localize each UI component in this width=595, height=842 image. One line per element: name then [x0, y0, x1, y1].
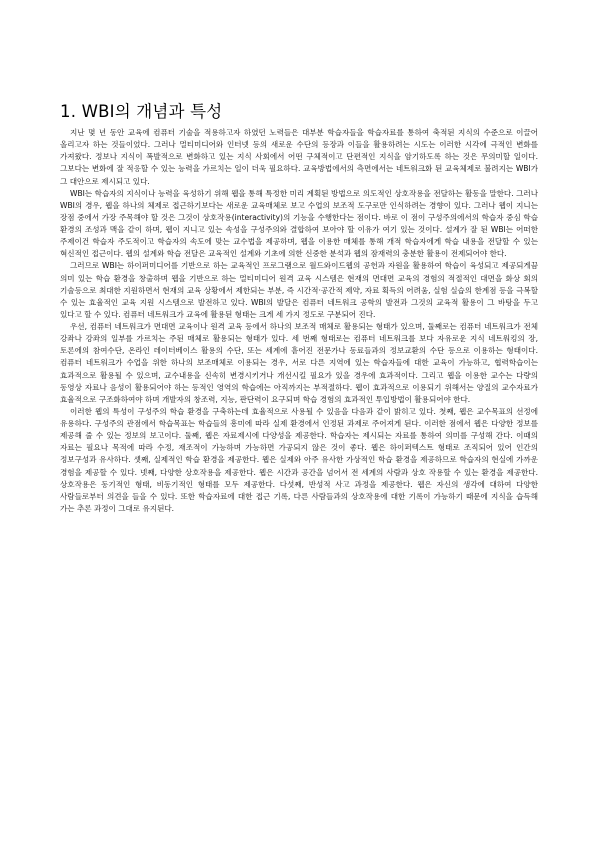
paragraph-3: 그러므로 WBI는 하이퍼미디어를 기반으로 하는 교육적인 프로그램으로 월드와이드웹의 공헌과 자원을 활용하여 학습이 육성되고 제공되게끔 의미 있는 학습 환경을 창출하며 웹을 기반으로 하는 멀티미디어 원격 교육 시스템은 현재의 면대면 교육의 경험의 적절적인 대면을 화상 회의 기술등으로 최대한 지원하면서 현재의 교육 상황에서 제한되는 부분, 즉 시간적·공간적 제약, 자료 획득의 어려움, 실험 실습의 한계점 등을 극복할 수 있는 효율적인 교육 지원 시스템으로 발전하고 있다. WBI의 발달은 컴퓨터 네트워크 공학의 발전과 그것의 교육적 활용이 그 바탕을 두고 있다고 할 수 있다. 컴퓨터 네트워크가 교육에 활용된 형태는 크게 세 가지 정도로 구분되어 진다.: [60, 261, 538, 319]
paragraph-4: 우선, 컴퓨터 네트워크가 면대면 교육이나 원격 교육 등에서 하나의 보조적 매체로 활용되는 형태가 있으며, 둘째로는 컴퓨터 네트워크가 전체 강좌나 강좌의 일부를 가르치는 주된 매체로 활용되는 형태가 있다. 세 번째 형태로는 컴퓨터 네트워크를 보다 자유로운 지식 네트워킹의 장, 토론에의 참여수단, 온라인 데이터베이스 활용의 수단, 또는 세계에 흩어진 전문가나 동료들과의 정보교환의 수단 등으로 이용하는 형태이다. 컴퓨터 네트워크가 수업을 위한 하나의 보조매체로 이용되는 경우, 서로 다른 지역에 있는 학습자들에 대한 교육이 가능하고, 협력학습이는 효과적으로 활용될 수 있으며, 교수내용을 신속히 변경시키거나 개선시킬 필요가 있을 경우에 효과적이다. 그리고 웹을 이용한 교수는 다량의 동영상 자료나 음성이 활용되어야 하는 등적인 영역의 학습에는 아직까지는 부적절하다. 웹이 효과적으로 이용되기 위해서는 양질의 교수자료가 효율적으로 구조화하여야 하며 개발자의 창조력, 지능, 판단력이 요구되며 학습 경험의 효과적인 투입방법이 활용되어야 한다.: [60, 322, 538, 404]
paragraph-1: 지난 몇 년 동안 교육에 컴퓨터 기술을 적용하고자 하였던 노력들은 대부분 학습자들을 학습자료를 통하여 축적된 지식의 수준으로 이끌어 올리고자 하는 것들이었다. 그러나 멀티미디어와 인터넷 등의 새로운 수단의 등장과 이들을 활용하려는 시도는 이러한 시각에 극적인 변화를 가져왔다. 정보나 지식이 폭발적으로 변화하고 있는 지식 사회에서 어떤 구체적이고 단편적인 지식을 암기하도록 하는 것은 무의미할 일이다. 그보다는 변화에 잘 적응할 수 있는 능력을 가르치는 일이 더욱 필요하다. 교육방법에서의 측면에서는 네트워크화 된 교육체제로 불려지는 WBI가 그 대안으로 제시되고 있다.: [60, 128, 538, 186]
paragraph-2: WBI는 학습자의 지식이나 능력을 육성하기 위해 웹을 통해 특정한 미리 계획된 방법으로 의도적인 상호작용을 전달하는 활동을 말한다. 그러나 WBI의 경우, 웹을 하나의 체제로 접근하기보다는 새로운 교육매체로 보고 수업의 보조적 도구로만 인식하려는 경향이 있다. 그러나 웹이 지니는 장점 중에서 가장 주목해야 할 것은 그것이 상호작용(interactivity)의 기능을 수행한다는 점이다. 바로 이 점이 구성주의에서의 학습자 중심 학습 환경의 조성과 맥을 같이 하며, 웹이 지니고 있는 속성을 구성주의와 결합하여 보아야 할 이유가 여기 있는 것이다. 설계가 잘 된 WBI는 어떠한 주제이건 학습자 주도적이고 학습자의 속도에 맞는 교수법을 제공하며, 웹을 이용한 매체를 통해 개적 학습자에게 학습 내용을 전달할 수 있는 혁신적인 접근이다. 웹의 설계와 학습 전달은 교육적인 설계와 기초에 의한 신중한 분석과 웹의 잠재력의 충분한 활용이 전제되어야 한다.: [60, 188, 538, 259]
paragraph-5: 이러한 웹의 특성이 구성주의 학습 환경을 구축하는데 효율적으로 사용될 수 있음을 다음과 같이 밝히고 있다. 첫째, 웹은 교수목표의 선정에 유용하다. 구성주의 관점에서 학습목표는 학습들의 흥미에 따라 실제 환경에서 인정된 과제로 주어져게 된다. 이러한 점에서 웹은 다양한 정보를 제공해 줄 수 있는 정보의 보고이다. 둘째, 웹은 자료제시에 다양성을 제공한다. 학습자는 제시되는 자료를 통하여 의미를 구성해 간다. 이때의 자료는 필요나 목적에 따라 수정, 재조적이 가능하며 가능하면 가공되지 않은 것이 좋다. 웹은 하이퍼텍스트 형태로 조직되어 있어 인간의 정보구성과 유사하다. 셋째, 실제적인 학습 환경을 제공한다. 웹은 실제와 아주 유사한 가상적인 학습 환경을 제공하므로 학습자의 현실에 가까운 경험을 제공할 수 있다. 넷째, 다양한 상호작용을 제공한다. 웹은 시간과 공간을 넘어서 전 세계의 사람과 상호 작용할 수 있는 환경을 제공한다. 상호작용은 동기적인 형태, 비동기적인 형태를 모두 제공한다. 다섯째, 반성적 사고 과정을 제공한다. 웹은 자신의 생각에 대하여 다양한 사람들로부터 의견을 들을 수 있다. 또한 학습자료에 대한 접근 기록, 다른 사람들과의 상호작용에 대한 기록이 가능하기 때문에 지식을 습득해 가는 추론 과정이 그대로 유지된다.: [60, 406, 538, 513]
document-body: [60, 127, 538, 515]
section-title: 1. WBI의 개념과 특성: [60, 102, 223, 121]
